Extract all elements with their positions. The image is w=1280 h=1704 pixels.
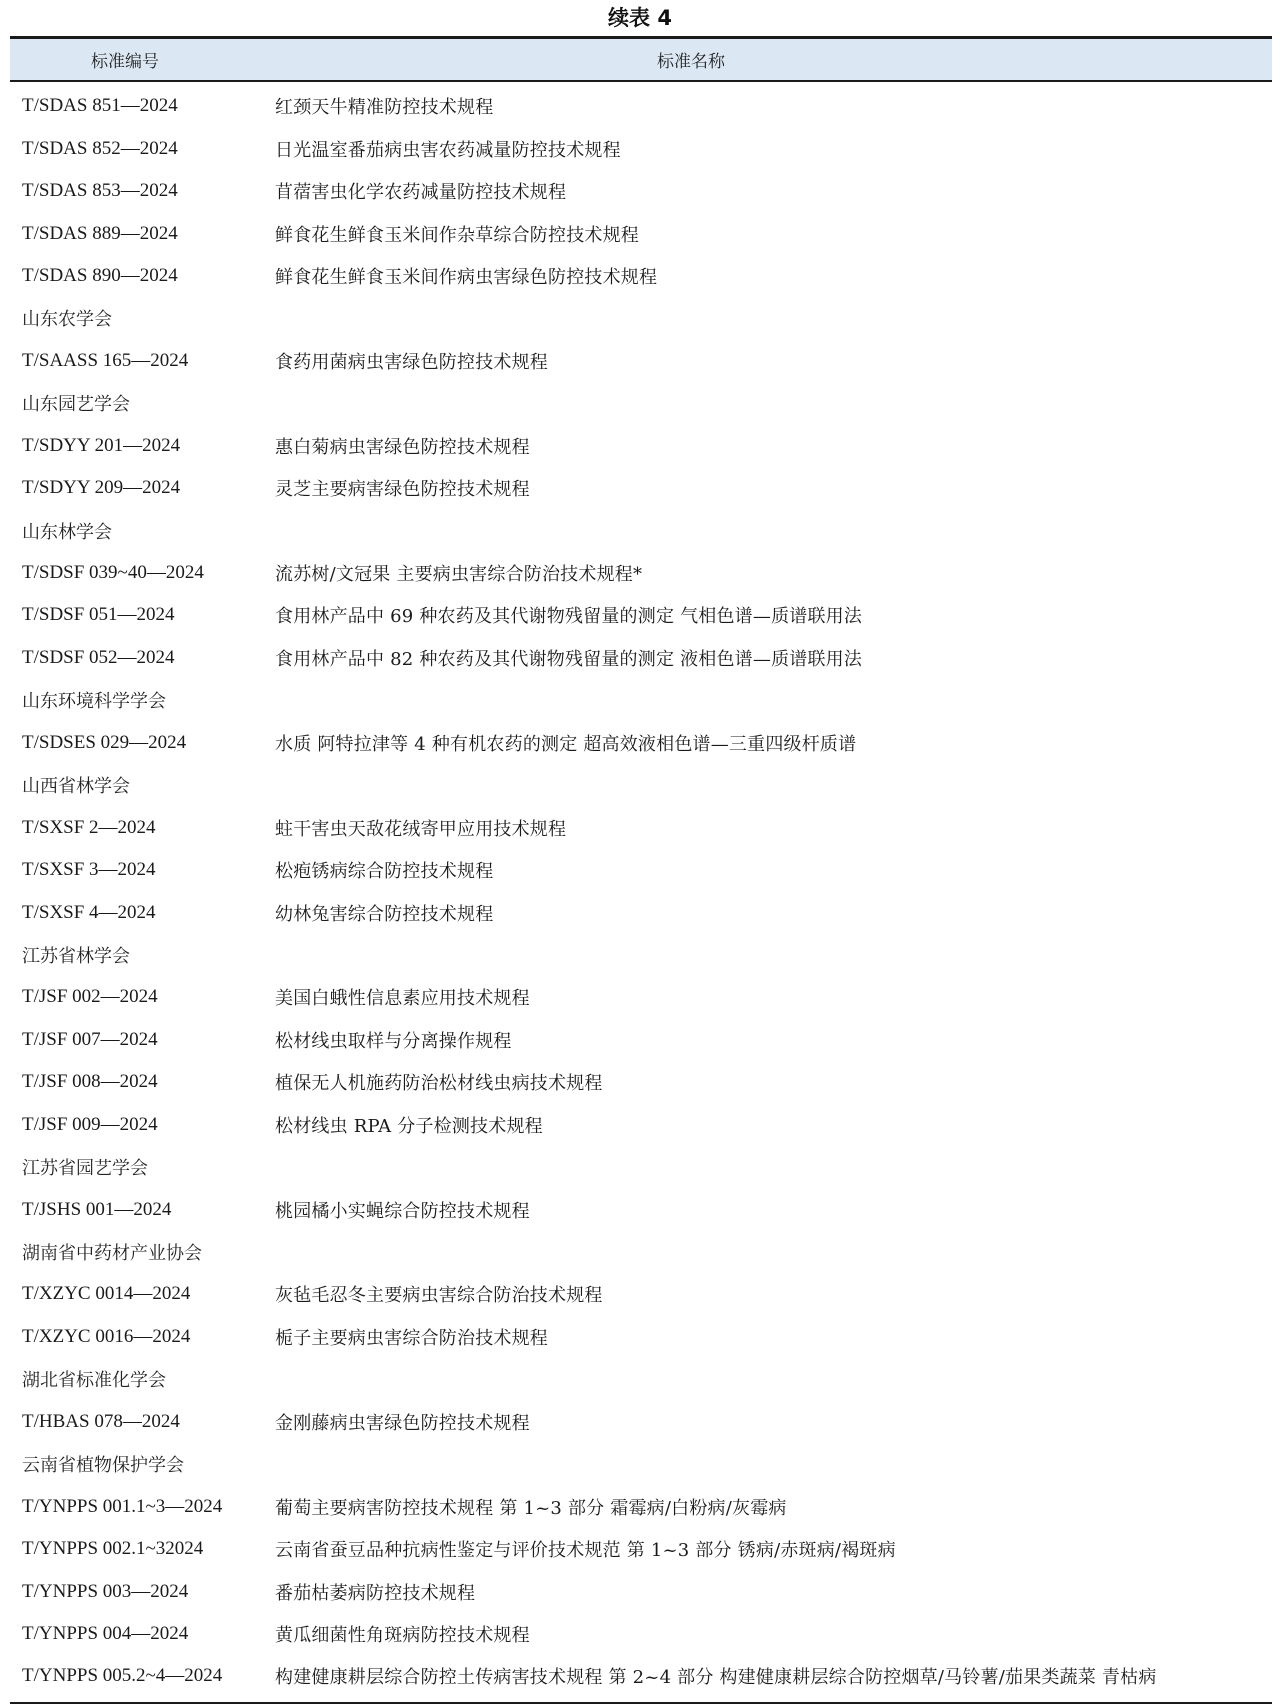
table-row xyxy=(10,127,1272,169)
organization-name: 山东林学会 xyxy=(22,521,112,543)
organization-name: 山东农学会 xyxy=(22,309,112,331)
standard-code: T/YNPPS 005.2~4—2024 xyxy=(22,1665,223,1687)
standard-code: T/SXSF 4—2024 xyxy=(22,901,156,923)
table-row xyxy=(10,594,1272,636)
standard-name: 食用林产品中 82 种农药及其代谢物残留量的测定 液相色谱—质谱联用法 xyxy=(275,648,863,670)
organization-name: 江苏省园艺学会 xyxy=(22,1158,148,1180)
table-row xyxy=(10,891,1272,933)
table-row xyxy=(10,85,1272,127)
standard-code: T/YNPPS 003—2024 xyxy=(22,1580,189,1602)
organization-name: 湖南省中药材产业协会 xyxy=(22,1243,202,1265)
table-row xyxy=(10,637,1272,679)
standards-table xyxy=(10,36,1272,1698)
standard-code: T/SDAS 853—2024 xyxy=(22,180,178,202)
standard-name: 栀子主要病虫害综合防治技术规程 xyxy=(275,1327,548,1349)
standard-name: 植保无人机施药防治松材线虫病技术规程 xyxy=(275,1073,603,1095)
standard-name: 构建健康耕层综合防控土传病害技术规程 第 2~4 部分 构建健康耕层综合防控烟草/马铃薯/茄果类蔬菜 青枯病 xyxy=(275,1667,1157,1689)
organization-name: 山东园艺学会 xyxy=(22,394,130,416)
table-group-row xyxy=(10,382,1272,424)
table-row xyxy=(10,1401,1272,1443)
standard-name: 鲜食花生鲜食玉米间作病虫害绿色防控技术规程 xyxy=(275,266,658,288)
table-row xyxy=(10,1528,1272,1570)
standard-code: T/YNPPS 001.1~3—2024 xyxy=(22,1495,223,1517)
standard-code: T/XZYC 0014—2024 xyxy=(22,1283,191,1305)
standard-name: 惠白菊病虫害绿色防控技术规程 xyxy=(275,436,530,458)
standard-name: 松材线虫取样与分离操作规程 xyxy=(275,1030,512,1052)
table-row xyxy=(10,849,1272,891)
standard-code: T/JSF 007—2024 xyxy=(22,1028,158,1050)
standard-name: 番茄枯萎病防控技术规程 xyxy=(275,1582,476,1604)
standard-name: 葡萄主要病害防控技术规程 第 1~3 部分 霜霉病/白粉病/灰霉病 xyxy=(275,1497,787,1519)
standard-name: 流苏树/文冠果 主要病虫害综合防治技术规程* xyxy=(275,564,643,586)
standard-code: T/JSF 008—2024 xyxy=(22,1071,158,1093)
table-group-row xyxy=(10,764,1272,806)
standard-code: T/XZYC 0016—2024 xyxy=(22,1325,191,1347)
standard-name: 水质 阿特拉津等 4 种有机农药的测定 超高效液相色谱—三重四级杆质谱 xyxy=(275,733,857,755)
table-row xyxy=(10,255,1272,297)
table-row xyxy=(10,1485,1272,1527)
table-row xyxy=(10,1104,1272,1146)
table-group-row xyxy=(10,1443,1272,1485)
standard-name: 云南省蚕豆品种抗病性鉴定与评价技术规范 第 1~3 部分 锈病/赤斑病/褐斑病 xyxy=(275,1540,896,1562)
standard-code: T/SDSES 029—2024 xyxy=(22,731,187,753)
standard-name: 松疱锈病综合防控技术规程 xyxy=(275,861,494,883)
table-bottom-rule xyxy=(10,1702,1272,1704)
table-row xyxy=(10,1316,1272,1358)
table-row xyxy=(10,340,1272,382)
standard-code: T/SDSF 051—2024 xyxy=(22,604,175,626)
standard-name: 灵芝主要病害绿色防控技术规程 xyxy=(275,479,530,501)
standard-name: 美国白蛾性信息素应用技术规程 xyxy=(275,988,530,1010)
standard-code: T/JSF 002—2024 xyxy=(22,986,158,1008)
table-body xyxy=(10,82,1272,1698)
table-header xyxy=(10,39,1272,82)
standard-name: 幼林兔害综合防控技术规程 xyxy=(275,903,494,925)
header-standard-name: 标准名称 xyxy=(657,52,725,72)
standard-code: T/SXSF 2—2024 xyxy=(22,816,156,838)
standard-code: T/SAASS 165—2024 xyxy=(22,349,189,371)
standard-code: T/YNPPS 004—2024 xyxy=(22,1622,189,1644)
standard-code: T/HBAS 078—2024 xyxy=(22,1410,180,1432)
standard-name: 食用林产品中 69 种农药及其代谢物残留量的测定 气相色谱—质谱联用法 xyxy=(275,606,863,628)
standard-name: 蛀干害虫天敌花绒寄甲应用技术规程 xyxy=(275,818,567,840)
standard-name: 鲜食花生鲜食玉米间作杂草综合防控技术规程 xyxy=(275,224,639,246)
standard-code: T/SDYY 209—2024 xyxy=(22,477,181,499)
standard-code: T/SDYY 201—2024 xyxy=(22,434,181,456)
table-caption: 续表 4 xyxy=(608,6,672,30)
table-group-row xyxy=(10,297,1272,339)
standard-name: 金刚藤病虫害绿色防控技术规程 xyxy=(275,1412,530,1434)
table-row xyxy=(10,1613,1272,1655)
table-group-row xyxy=(10,934,1272,976)
organization-name: 云南省植物保护学会 xyxy=(22,1455,184,1477)
header-standard-code: 标准编号 xyxy=(91,52,159,72)
standard-code: T/YNPPS 002.1~32024 xyxy=(22,1538,204,1560)
table-row xyxy=(10,425,1272,467)
table-row xyxy=(10,170,1272,212)
organization-name: 湖北省标准化学会 xyxy=(22,1370,166,1392)
table-group-row xyxy=(10,1358,1272,1400)
standard-code: T/SDAS 889—2024 xyxy=(22,222,178,244)
table-row xyxy=(10,722,1272,764)
standard-name: 食药用菌病虫害绿色防控技术规程 xyxy=(275,351,548,373)
standard-name: 桃园橘小实蝇综合防控技术规程 xyxy=(275,1200,530,1222)
table-group-row xyxy=(10,1231,1272,1273)
table-row xyxy=(10,976,1272,1018)
standard-name: 松材线虫 RPA 分子检测技术规程 xyxy=(275,1115,543,1137)
table-row xyxy=(10,1061,1272,1103)
standard-code: T/SXSF 3—2024 xyxy=(22,859,156,881)
organization-name: 山西省林学会 xyxy=(22,776,130,798)
standard-name: 日光温室番茄病虫害农药减量防控技术规程 xyxy=(275,139,621,161)
standard-code: T/JSHS 001—2024 xyxy=(22,1198,172,1220)
table-group-row xyxy=(10,509,1272,551)
table-group-row xyxy=(10,679,1272,721)
table-row xyxy=(10,467,1272,509)
table-row xyxy=(10,1188,1272,1230)
standard-code: T/SDAS 852—2024 xyxy=(22,137,178,159)
standard-code: T/SDSF 052—2024 xyxy=(22,646,175,668)
standard-code: T/SDSF 039~40—2024 xyxy=(22,562,204,584)
table-group-row xyxy=(10,1146,1272,1188)
standard-code: T/JSF 009—2024 xyxy=(22,1113,158,1135)
standard-code: T/SDAS 851—2024 xyxy=(22,95,178,117)
standard-name: 黄瓜细菌性角斑病防控技术规程 xyxy=(275,1624,530,1646)
standard-code: T/SDAS 890—2024 xyxy=(22,264,178,286)
table-row xyxy=(10,1655,1272,1697)
table-row xyxy=(10,806,1272,848)
standard-name: 灰毡毛忍冬主要病虫害综合防治技术规程 xyxy=(275,1285,603,1307)
standard-name: 红颈天牛精准防控技术规程 xyxy=(275,97,494,119)
table-row xyxy=(10,1273,1272,1315)
table-row xyxy=(10,1019,1272,1061)
organization-name: 山东环境科学学会 xyxy=(22,691,166,713)
table-row xyxy=(10,552,1272,594)
standard-name: 苜蓿害虫化学农药减量防控技术规程 xyxy=(275,182,567,204)
table-row xyxy=(10,1570,1272,1612)
organization-name: 江苏省林学会 xyxy=(22,945,130,967)
table-row xyxy=(10,212,1272,254)
